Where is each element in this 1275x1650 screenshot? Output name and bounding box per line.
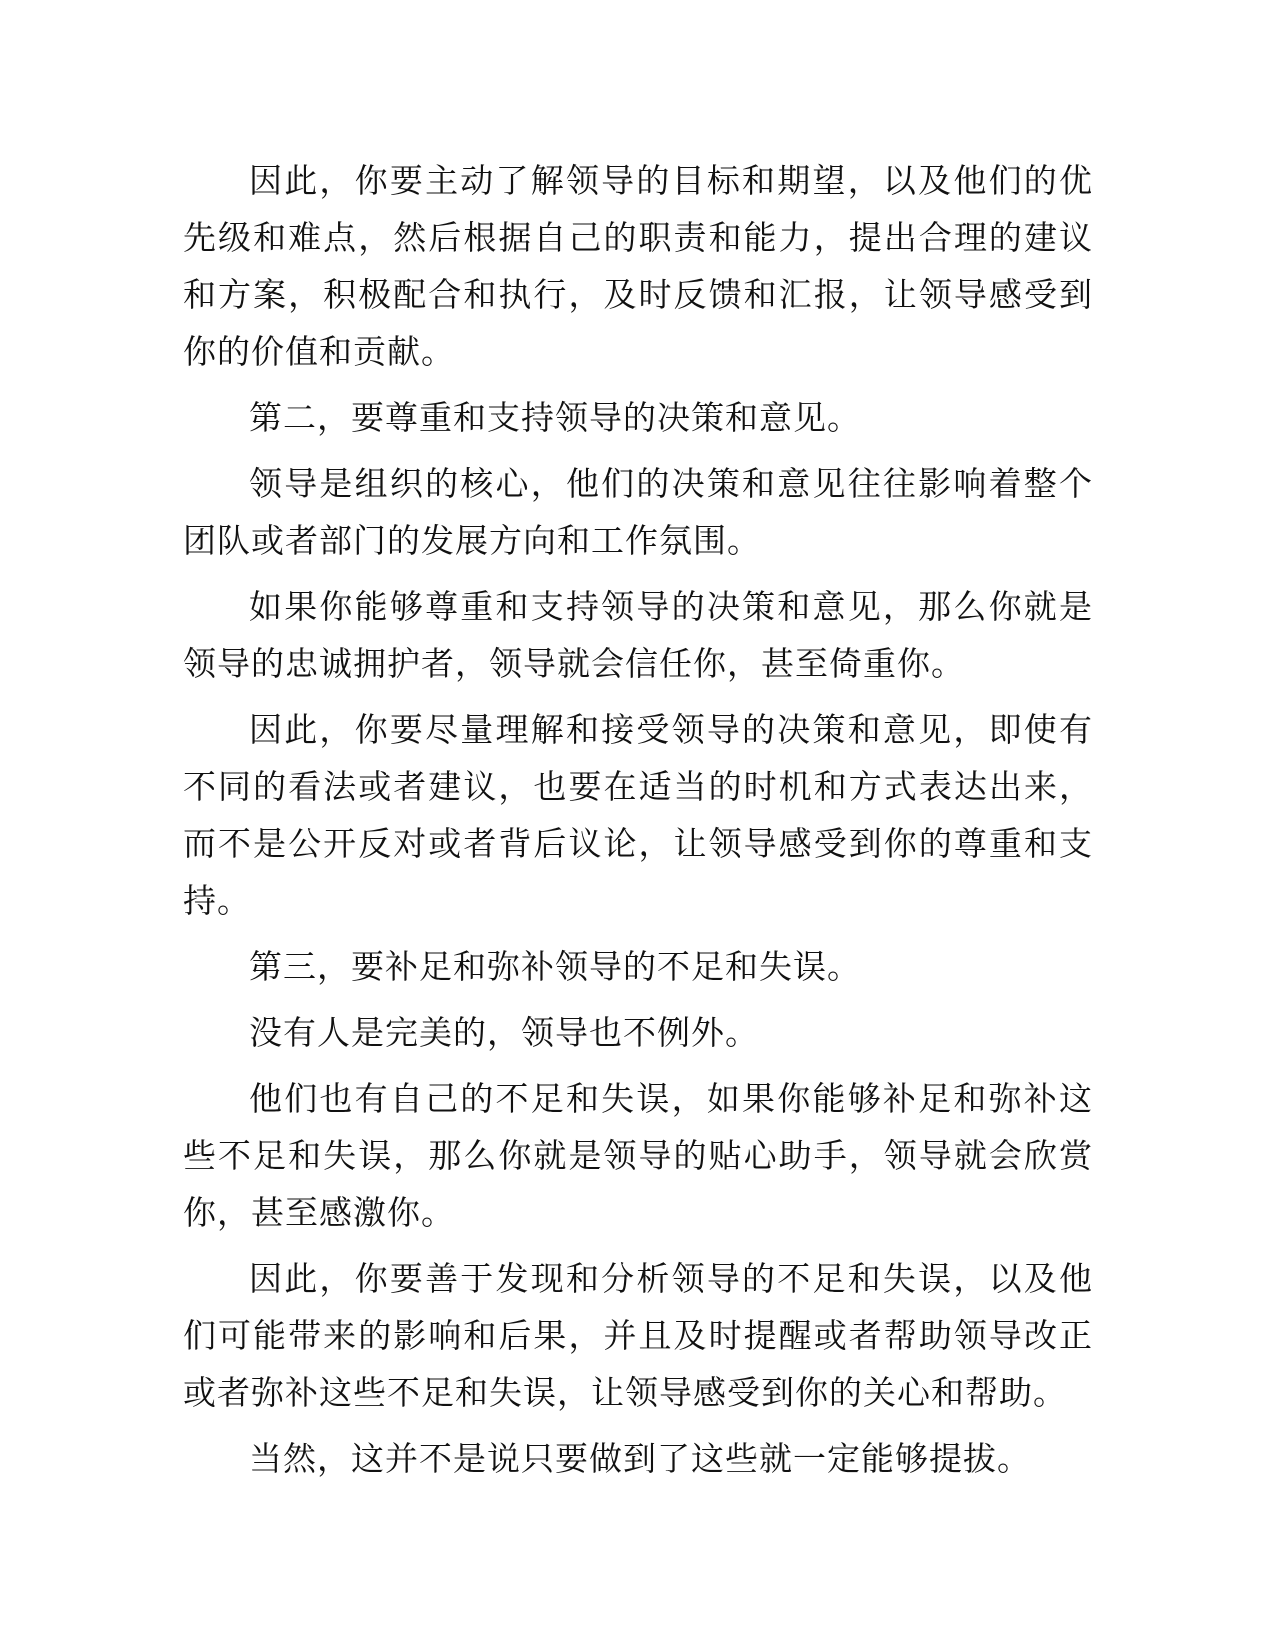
paragraph: 因此，你要主动了解领导的目标和期望，以及他们的优先级和难点，然后根据自己的职责和能力，提出合理的建议和方案，积极配合和执行，及时反馈和汇报，让领导感受到你的价值和贡献。 <box>183 161 1093 371</box>
paragraph: 领导是组织的核心，他们的决策和意见往往影响着整个团队或者部门的发展方向和工作氛围。 <box>183 464 1093 560</box>
paragraph: 当然，这并不是说只要做到了这些就一定能够提拔。 <box>249 1439 1031 1478</box>
paragraph: 如果你能够尊重和支持领导的决策和意见，那么你就是领导的忠诚拥护者，领导就会信任你，甚至倚重你。 <box>183 587 1093 683</box>
paragraph: 因此，你要善于发现和分析领导的不足和失误，以及他们可能带来的影响和后果，并且及时提醒或者帮助领导改正或者弥补这些不足和失误，让领导感受到你的关心和帮助。 <box>183 1259 1093 1412</box>
paragraph: 没有人是完美的，领导也不例外。 <box>249 1013 759 1052</box>
body-text <box>183 152 1093 1496</box>
paragraph: 因此，你要尽量理解和接受领导的决策和意见，即使有不同的看法或者建议，也要在适当的时机和方式表达出来，而不是公开反对或者背后议论，让领导感受到你的尊重和支持。 <box>183 710 1093 920</box>
paragraph: 第三，要补足和弥补领导的不足和失误。 <box>249 947 861 986</box>
paragraph: 他们也有自己的不足和失误，如果你能够补足和弥补这些不足和失误，那么你就是领导的贴心助手，领导就会欣赏你，甚至感激你。 <box>183 1079 1093 1232</box>
paragraph: 第二，要尊重和支持领导的决策和意见。 <box>249 398 861 437</box>
